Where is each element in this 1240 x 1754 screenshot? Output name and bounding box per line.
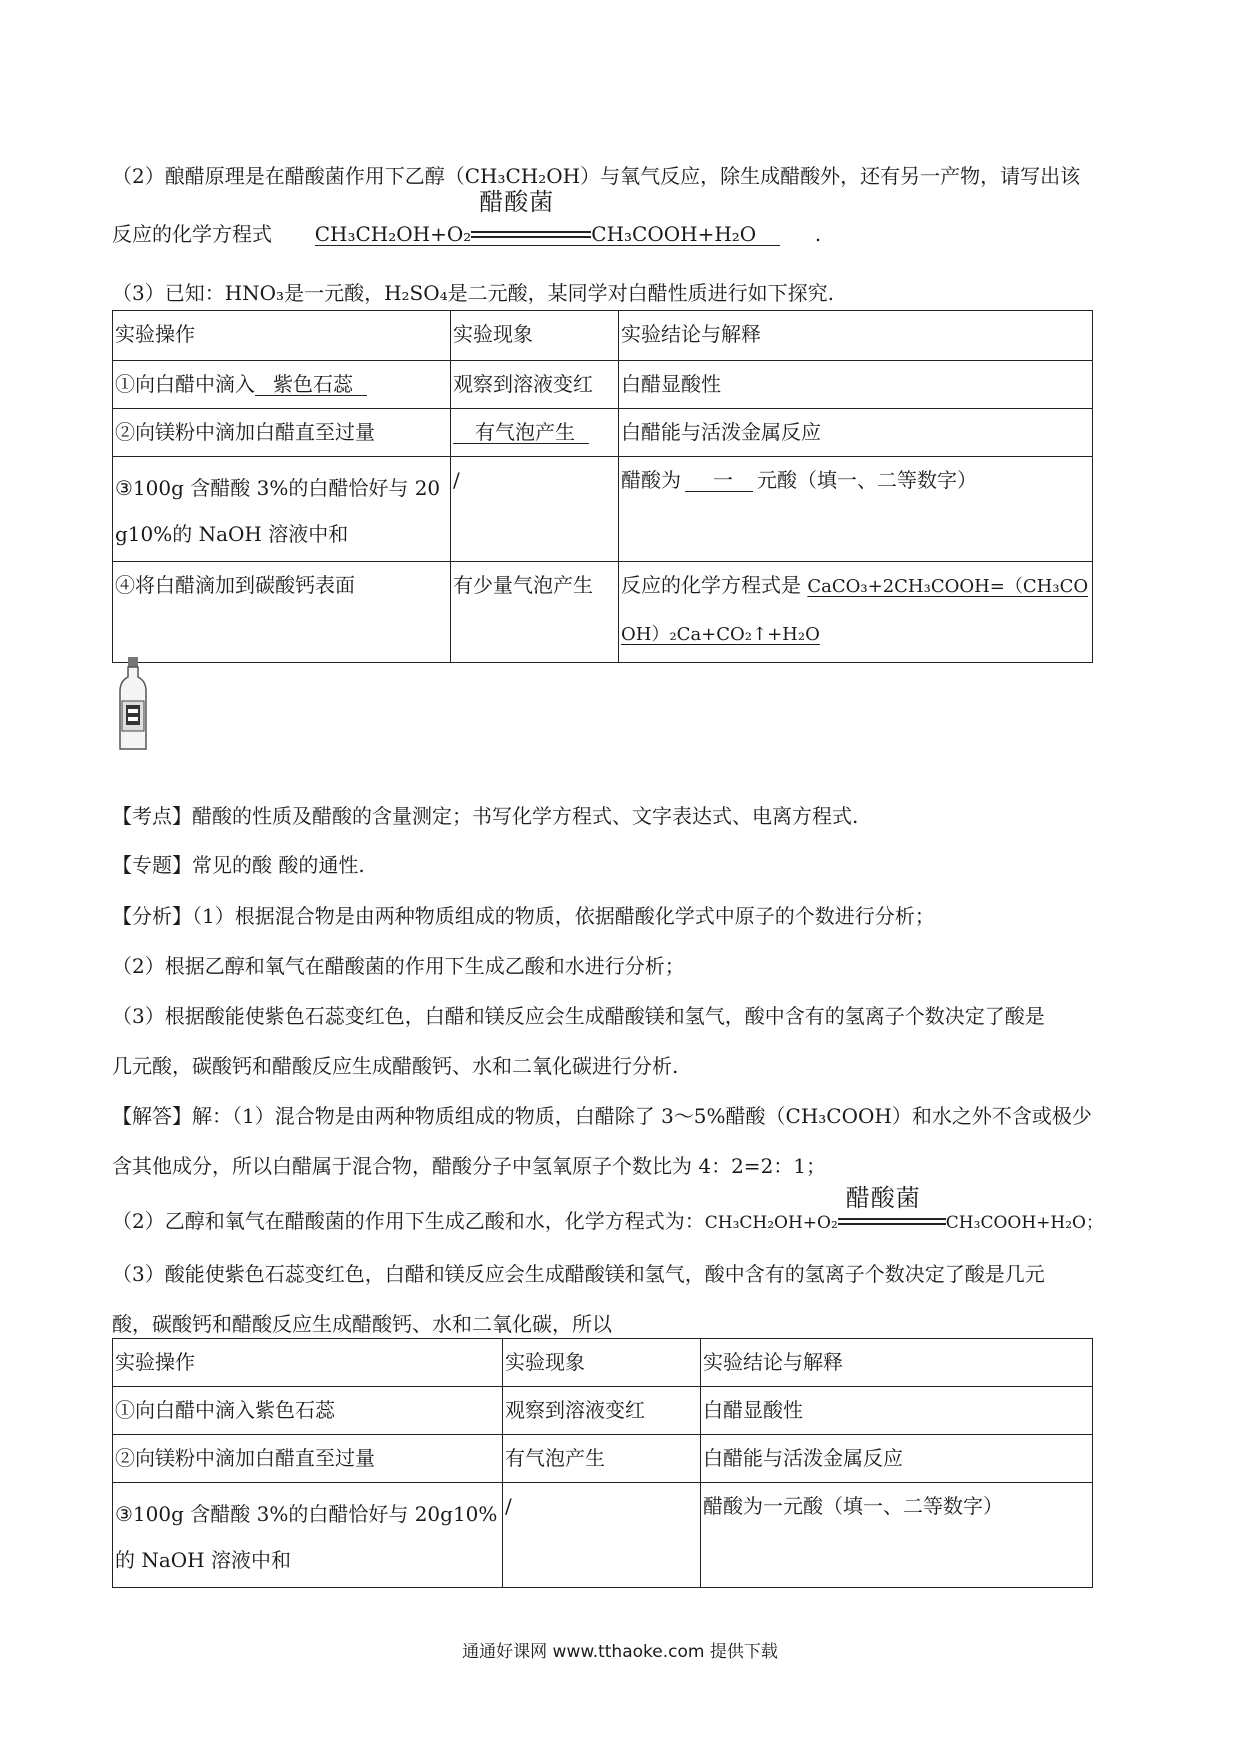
answer-blank: CaCO₃+2CH₃COOH=（CH₃COOH）₂Ca+CO₂↑+H₂O: [621, 576, 1089, 645]
table-row: [113, 1435, 1093, 1483]
table-cell-op: ②向镁粉中滴加白醋直至过量: [113, 409, 451, 457]
q2-suffix: .: [814, 222, 822, 246]
jieda-1a: 【解答】解：（1）混合物是由两种物质组成的物质，白醋除了 3～5%醋酸（CH₃COOH）和水之外不含或极少: [112, 1104, 1092, 1128]
table-cell-op: [113, 361, 451, 409]
table-cell-conclusion: 醋酸为一元酸（填一、二等数字）: [701, 1483, 1093, 1588]
fenxi-1: 【分析】（1）根据混合物是由两种物质组成的物质，依据醋酸化学式中原子的个数进行分析；: [112, 904, 935, 928]
answer-blank: 紫色石蕊: [255, 373, 367, 396]
table-row: [113, 457, 1093, 562]
table-cell-phenomenon: /: [503, 1483, 701, 1588]
table-header-cell: 实验操作: [113, 311, 451, 361]
jieda-2-prefix: （2）乙醇和氧气在醋酸菌的作用下生成乙酸和水，化学方程式为：: [112, 1209, 705, 1233]
table-cell-phenomenon: 观察到溶液变红: [451, 361, 619, 409]
conclusion-prefix: 醋酸为: [621, 468, 681, 492]
table-header-row: [113, 1339, 1093, 1387]
q2-line2: [112, 188, 822, 247]
q3-line: （3）已知：HNO₃是一元酸，H₂SO₄是二元酸，某同学对白醋性质进行如下探究.: [112, 281, 835, 305]
table-row: [113, 1483, 1093, 1588]
jieda-1b: 含其他成分，所以白醋属于混合物，醋酸分子中氢氧原子个数比为 4：2=2：1；: [112, 1154, 827, 1178]
table-row: [113, 409, 1093, 457]
table-header-cell: 实验现象: [503, 1339, 701, 1387]
kaodian: 【考点】醋酸的性质及醋酸的含量测定；书写化学方程式、文字表达式、电离方程式.: [112, 804, 859, 828]
table-row: [113, 361, 1093, 409]
zhuanti: 【专题】常见的酸 酸的通性.: [112, 853, 365, 877]
q2-line1: （2）酿醋原理是在醋酸菌作用下乙醇（CH₃CH₂OH）与氧气反应，除生成醋酸外，还有另一产物，请写出该: [112, 164, 1081, 188]
q2-equation: [314, 188, 780, 246]
table-cell-conclusion: 白醋显酸性: [619, 361, 1093, 409]
fenxi-2: （2）根据乙醇和氧气在醋酸菌的作用下生成乙酸和水进行分析；: [112, 954, 685, 978]
fenxi-3a: （3）根据酸能使紫色石蕊变红色，白醋和镁反应会生成醋酸镁和氢气，酸中含有的氢离子个数决定了酸是: [112, 1004, 1045, 1028]
op-prefix: ①向白醋中滴入: [115, 372, 255, 396]
table-header-cell: 实验结论与解释: [701, 1339, 1093, 1387]
table-cell-op: ③100g 含醋酸 3%的白醋恰好与 20g10%的 NaOH 溶液中和: [113, 457, 451, 562]
q2-eq-arrow: [471, 188, 591, 241]
table-row: [113, 1387, 1093, 1435]
table-cell-phenomenon: /: [451, 457, 619, 562]
table-cell-op: ②向镁粉中滴加白醋直至过量: [113, 1435, 503, 1483]
equals-double-line-icon: [838, 1218, 946, 1225]
jieda-2-eq-left: CH₃CH₂OH+O₂: [704, 1213, 838, 1233]
jieda-2-eq-condition: 醋酸菌: [845, 1184, 921, 1212]
conclusion-suffix: 元酸（填一、二等数字）: [757, 468, 977, 492]
equals-double-line-icon: [471, 231, 591, 238]
table-row: [113, 562, 1093, 663]
table-header-row: [113, 311, 1093, 361]
table-header-cell: 实验现象: [451, 311, 619, 361]
table-cell-conclusion: [619, 562, 1093, 663]
table-cell-conclusion: 白醋能与活泼金属反应: [701, 1435, 1093, 1483]
table-cell-phenomenon: 观察到溶液变红: [503, 1387, 701, 1435]
answer-blank: 有气泡产生: [453, 421, 589, 444]
jieda-3a: （3）酸能使紫色石蕊变红色，白醋和镁反应会生成醋酸镁和氢气，酸中含有的氢离子个数决定了酸是几元: [112, 1262, 1045, 1286]
table-cell-op: ①向白醋中滴入紫色石蕊: [113, 1387, 503, 1435]
table-cell-phenomenon: 有气泡产生: [503, 1435, 701, 1483]
answer-blank: 一: [685, 469, 753, 492]
table-cell-conclusion: 白醋能与活泼金属反应: [619, 409, 1093, 457]
q2-eq-right: CH₃COOH+H₂O: [591, 222, 757, 246]
table-cell-phenomenon: 有少量气泡产生: [451, 562, 619, 663]
fenxi-3b: 几元酸，碳酸钙和醋酸反应生成醋酸钙、水和二氧化碳进行分析.: [112, 1054, 679, 1078]
table-cell-op: ④将白醋滴加到碳酸钙表面: [113, 562, 451, 663]
table-cell-conclusion: 白醋显酸性: [701, 1387, 1093, 1435]
experiment-table-1: [112, 310, 1093, 663]
q2-eq-left: CH₃CH₂OH+O₂: [314, 222, 472, 246]
table-cell-op: ③100g 含醋酸 3%的白醋恰好与 20g10%的 NaOH 溶液中和: [113, 1483, 503, 1588]
table-header-cell: 实验操作: [113, 1339, 503, 1387]
table-cell-phenomenon: [451, 409, 619, 457]
q2-prefix: 反应的化学方程式: [112, 222, 272, 246]
vinegar-bottle-icon: [114, 655, 154, 753]
jieda-2: [112, 1184, 1103, 1234]
table-header-cell: 实验结论与解释: [619, 311, 1093, 361]
experiment-table-2: [112, 1338, 1093, 1588]
page-footer: 通通好课网 www.tthaoke.com 提供下载: [462, 1642, 778, 1662]
jieda-2-eq-right: CH₃COOH+H₂O；: [945, 1213, 1103, 1233]
conclusion-prefix: 反应的化学方程式是: [621, 573, 801, 597]
table-cell-conclusion: [619, 457, 1093, 562]
q2-eq-condition: 醋酸菌: [479, 188, 555, 216]
jieda-2-eq-arrow: [838, 1184, 946, 1228]
jieda-3b: 酸，碳酸钙和醋酸反应生成醋酸钙、水和二氧化碳，所以: [112, 1312, 612, 1336]
